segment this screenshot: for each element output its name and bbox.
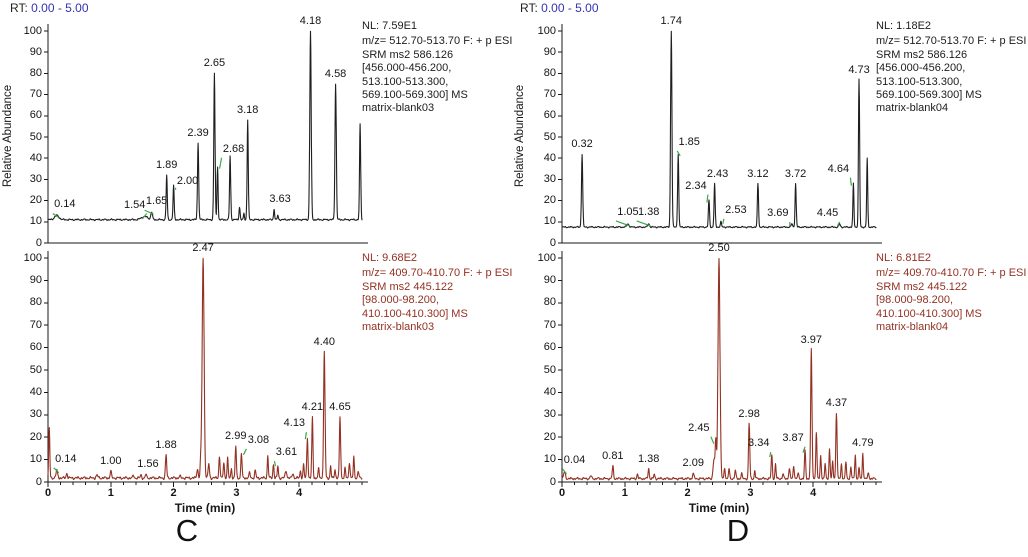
nl-annotation-line: 569.100-569.300] MS xyxy=(876,89,982,102)
nl-annotation-c-top xyxy=(362,20,524,116)
x-tick-label: 4 xyxy=(296,487,303,499)
nl-annotation-line: 569.100-569.300] MS xyxy=(362,89,468,102)
x-tick-label: 0 xyxy=(558,487,566,499)
peak-label: 2.00 xyxy=(176,174,199,187)
peak-label: 1.38 xyxy=(637,205,660,218)
peak-label: 1.74 xyxy=(660,15,682,27)
y-tick-label: 60 xyxy=(543,109,556,122)
x-tick-label: 2 xyxy=(684,487,691,499)
rt-range-header-left xyxy=(10,1,89,15)
nl-annotation-line: [456.000-456.200, xyxy=(362,62,452,75)
y-tick-label: 20 xyxy=(543,194,556,207)
y-tick-label: 90 xyxy=(543,273,556,286)
peak-label: 0.81 xyxy=(602,450,624,463)
peak-label: 4.37 xyxy=(825,396,848,409)
peak-label: 1.05 xyxy=(617,205,639,218)
y-tick-label: 100 xyxy=(23,24,42,37)
y-tick-label: 10 xyxy=(29,453,42,466)
nl-annotation-line: 513.100-513.300, xyxy=(876,75,963,88)
y-tick-label: 60 xyxy=(29,341,42,354)
peak-label: 2.43 xyxy=(706,167,729,180)
peak-label: 2.09 xyxy=(682,457,704,470)
peak-label: 4.58 xyxy=(324,68,347,80)
nl-annotation-line: NL: 1.18E2 xyxy=(876,20,932,32)
y-tick-label: 60 xyxy=(29,109,42,122)
x-tick-label: 2 xyxy=(170,487,177,499)
x-axis-title-left: Time (min) xyxy=(174,501,236,515)
nl-annotation-line: m/z= 512.70-513.70 F: + p ESI xyxy=(362,35,513,48)
peak-label: 1.85 xyxy=(678,135,700,148)
rt-label: RT: xyxy=(520,1,538,15)
nl-annotation-line: 513.100-513.300, xyxy=(362,75,449,88)
y-tick-label: 30 xyxy=(29,172,42,185)
peak-label: 0.14 xyxy=(55,452,77,465)
x-tick-label: 4 xyxy=(810,487,817,499)
y-tick-label: 80 xyxy=(543,66,556,79)
peak-label: 2.47 xyxy=(192,242,214,254)
y-tick-label: 20 xyxy=(29,430,42,443)
y-axis-title-left: Relative Abundance xyxy=(2,84,14,188)
peak-label: 4.45 xyxy=(816,206,839,219)
y-tick-label: 60 xyxy=(543,341,556,354)
peak-label: 4.73 xyxy=(848,63,870,76)
y-tick-label: 80 xyxy=(543,296,556,309)
peak-label: 3.61 xyxy=(275,446,298,459)
peak-label: 2.34 xyxy=(685,179,707,192)
nl-annotation-line: matrix-blank03 xyxy=(362,102,435,115)
peak-label: 2.68 xyxy=(222,142,245,155)
y-tick-label: 90 xyxy=(29,45,42,58)
peak-label: 4.65 xyxy=(329,401,351,414)
x-tick-label: 3 xyxy=(747,487,754,499)
nl-annotation-line: SRM ms2 586.126 xyxy=(876,48,968,61)
peak-label: 4.21 xyxy=(301,401,324,414)
peak-label: 3.34 xyxy=(748,437,770,450)
peak-label: 1.65 xyxy=(145,195,168,208)
y-tick-label: 90 xyxy=(29,273,42,286)
y-tick-label: 30 xyxy=(543,172,556,185)
y-tick-label: 80 xyxy=(29,296,42,309)
peak-label: 4.18 xyxy=(299,15,322,27)
peak-label: 0.32 xyxy=(571,137,593,150)
nl-annotation-line: matrix-blank03 xyxy=(362,321,435,334)
x-tick-label: 3 xyxy=(233,487,240,499)
y-tick-label: 20 xyxy=(29,194,42,207)
nl-annotation-line: [456.000-456.200, xyxy=(876,62,966,75)
y-tick-label: 40 xyxy=(29,151,42,164)
nl-annotation-d-top xyxy=(876,20,1028,116)
y-tick-label: 10 xyxy=(29,215,42,228)
panel-label-d: D xyxy=(726,513,750,548)
peak-label: 4.79 xyxy=(852,436,874,449)
peak-label: 3.63 xyxy=(269,193,291,206)
y-axis-title-right: Relative Abundance xyxy=(514,84,526,188)
y-tick-label: 30 xyxy=(543,408,556,421)
peak-label: 2.53 xyxy=(725,203,747,216)
rt-range-value: 0.00 - 5.00 xyxy=(31,1,89,15)
y-tick-label: 50 xyxy=(543,130,556,143)
peak-label: 1.00 xyxy=(100,454,122,467)
peak-label: 4.40 xyxy=(313,336,336,349)
nl-annotation-line: NL: 6.81E2 xyxy=(876,252,932,264)
y-tick-label: 80 xyxy=(29,66,42,79)
peak-label: 3.97 xyxy=(800,333,823,346)
nl-annotation-line: m/z= 409.70-410.70 F: + p ESI xyxy=(876,267,1027,280)
peak-label: 1.89 xyxy=(155,159,178,172)
y-tick-label: 40 xyxy=(29,385,42,398)
rt-range-header-right xyxy=(520,1,599,15)
y-tick-label: 10 xyxy=(543,453,556,466)
y-tick-label: 10 xyxy=(543,215,556,228)
nl-annotation-line: SRM ms2 445.122 xyxy=(362,280,454,293)
nl-annotation-line: m/z= 409.70-410.70 F: + p ESI xyxy=(362,267,513,280)
peak-label: 3.12 xyxy=(747,167,769,180)
y-tick-label: 100 xyxy=(23,251,42,264)
nl-annotation-line: [98.000-98.200, xyxy=(876,294,954,307)
y-tick-label: 100 xyxy=(537,251,556,264)
peak-label: 3.69 xyxy=(767,206,789,219)
peak-label: 1.88 xyxy=(155,439,177,452)
panel-label-c: C xyxy=(175,513,199,548)
peak-label: 0.04 xyxy=(563,453,586,466)
nl-annotation-line: SRM ms2 586.126 xyxy=(362,48,454,61)
nl-annotation-line: NL: 9.68E2 xyxy=(362,252,418,264)
x-tick-label: 1 xyxy=(621,487,628,499)
peak-label: 1.54 xyxy=(123,198,146,211)
y-tick-label: 70 xyxy=(29,88,42,101)
peak-label: 2.50 xyxy=(708,242,730,254)
peak-label: 3.72 xyxy=(784,167,807,180)
y-tick-label: 50 xyxy=(29,363,42,376)
peak-label: 4.13 xyxy=(283,417,306,430)
nl-annotation-c-bottom xyxy=(362,252,524,334)
y-tick-label: 40 xyxy=(543,151,556,164)
y-tick-label: 100 xyxy=(537,24,556,37)
y-tick-label: 50 xyxy=(29,130,42,143)
y-tick-label: 0 xyxy=(549,236,556,249)
nl-annotation-line: matrix-blank04 xyxy=(876,321,949,334)
nl-annotation-d-bottom xyxy=(876,252,1028,334)
y-tick-label: 70 xyxy=(29,318,42,331)
peak-label: 3.87 xyxy=(782,431,804,444)
y-tick-label: 70 xyxy=(543,88,556,101)
nl-annotation-line: NL: 7.59E1 xyxy=(362,20,418,32)
y-tick-label: 70 xyxy=(543,318,556,331)
peak-label: 4.64 xyxy=(827,162,850,175)
y-tick-label: 0 xyxy=(35,236,42,249)
x-tick-label: 1 xyxy=(107,487,114,499)
rt-range-value: 0.00 - 5.00 xyxy=(541,1,599,15)
nl-annotation-line: m/z= 512.70-513.70 F: + p ESI xyxy=(876,35,1027,48)
y-tick-label: 90 xyxy=(543,45,556,58)
peak-label: 2.39 xyxy=(187,127,209,140)
nl-annotation-line: SRM ms2 445.122 xyxy=(876,280,968,293)
peak-label: 1.38 xyxy=(637,452,660,465)
y-tick-label: 40 xyxy=(543,385,556,398)
peak-label: 3.18 xyxy=(236,104,259,117)
rt-label: RT: xyxy=(10,1,28,15)
peak-label: 0.14 xyxy=(54,198,76,211)
peak-label: 1.56 xyxy=(137,457,159,470)
nl-annotation-line: 410.100-410.300] MS xyxy=(876,307,982,320)
y-tick-label: 20 xyxy=(543,430,556,443)
peak-label: 2.98 xyxy=(738,407,760,420)
peak-label: 3.08 xyxy=(247,433,270,446)
y-tick-label: 0 xyxy=(549,475,556,488)
x-tick-label: 0 xyxy=(44,487,52,499)
nl-annotation-line: matrix-blank04 xyxy=(876,102,949,115)
nl-annotation-line: 410.100-410.300] MS xyxy=(362,307,468,320)
y-tick-label: 0 xyxy=(35,475,42,488)
peak-label: 2.45 xyxy=(688,421,710,434)
y-tick-label: 50 xyxy=(543,363,556,376)
y-tick-label: 30 xyxy=(29,408,42,421)
x-axis-title-right: Time (min) xyxy=(688,501,750,515)
nl-annotation-line: [98.000-98.200, xyxy=(362,294,440,307)
peak-label: 2.99 xyxy=(225,430,247,443)
peak-label: 2.65 xyxy=(203,57,226,70)
